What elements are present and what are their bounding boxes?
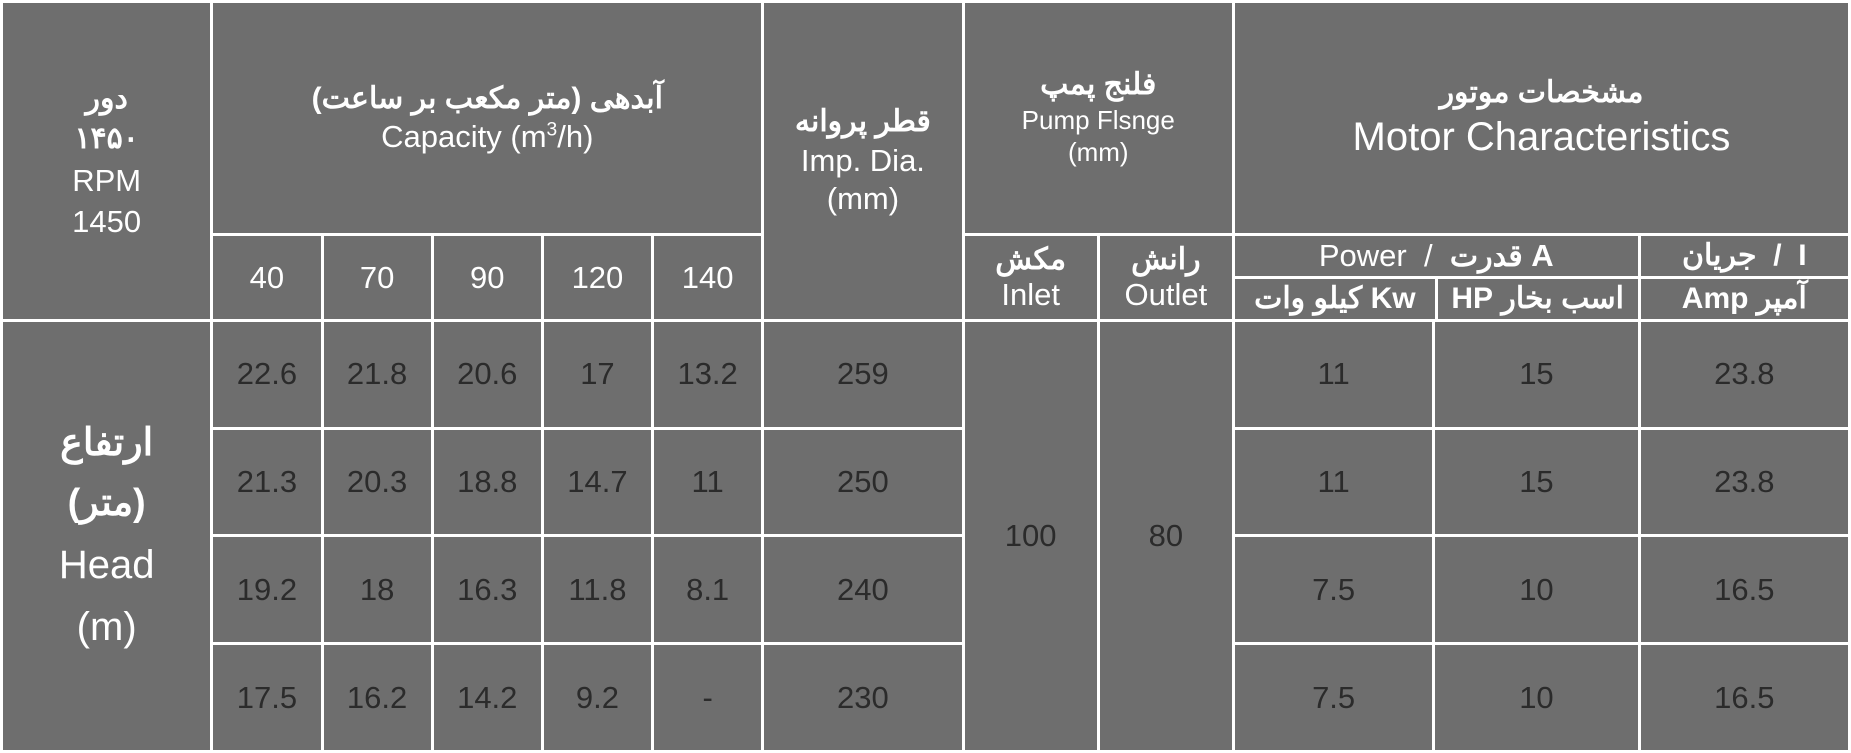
capacity-en-label: Capacity $(m^3/h)$ [381,119,594,155]
header-motor-characteristics [1233,2,1849,235]
capacity-col-120: 120 [542,235,652,321]
table-cell-capacity: 19.2 [212,536,322,644]
table-cell-inlet: 100 [963,320,1098,751]
capacity-col-70: 70 [322,235,432,321]
table-cell-power-kw: 7.5 [1233,644,1433,752]
table-cell-power-kw: 11 [1233,428,1433,536]
table-cell-power-hp: 15 [1434,428,1639,536]
header-flange-outlet [1098,235,1233,321]
impeller-fa-label: قطر پروانه [794,105,931,139]
capacity-fa-label: آبدهی (متر مکعب بر ساعت) [311,81,663,115]
table-cell-capacity: 17.5 [212,644,322,752]
header-current-amp: آمپر Amp [1681,281,1807,315]
table-cell-power-hp: 10 [1434,536,1639,644]
table-cell-capacity: 21.8 [322,320,432,428]
flange-en-label: Pump Flsnge [1021,104,1175,135]
head-fa-1: ارتفاع [60,422,154,465]
header-power-group [1233,235,1639,321]
table-cell-capacity: 20.3 [322,428,432,536]
table-cell-amp: 16.5 [1639,536,1849,644]
table-cell-capacity: 8.1 [653,536,763,644]
header-impeller-diameter [763,2,963,321]
capacity-col-40: 40 [212,235,322,321]
table-cell-imp-dia: 230 [763,644,963,752]
head-fa-2: (متر) [67,481,146,524]
rpm-en-value: 1450 [72,204,142,240]
header-power-kw: Kw کیلو وات [1235,279,1438,319]
table-cell-capacity: 9.2 [542,644,652,752]
table-cell-capacity: 16.3 [432,536,542,644]
table-cell-imp-dia: 250 [763,428,963,536]
table-cell-capacity: 22.6 [212,320,322,428]
flange-fa-label: فلنج پمپ [1040,68,1157,102]
impeller-unit: (mm) [826,181,900,217]
flange-inlet-fa: مکش [995,242,1067,276]
flange-outlet-en: Outlet [1124,277,1208,313]
header-capacity [212,2,763,235]
table-cell-power-hp: 15 [1434,320,1639,428]
table-cell-capacity: 18 [322,536,432,644]
table-cell-power-hp: 10 [1434,644,1639,752]
table-cell-amp: 23.8 [1639,320,1849,428]
table-cell-capacity: 16.2 [322,644,432,752]
header-current-group [1639,235,1849,321]
flange-inlet-en: Inlet [1001,277,1060,313]
table-cell-capacity: 11 [653,428,763,536]
table-cell-capacity: 20.6 [432,320,542,428]
table-cell-capacity: 14.2 [432,644,542,752]
head-en-2: (m) [76,604,137,649]
table-cell-capacity: 14.7 [542,428,652,536]
flange-unit: (mm) [1067,137,1129,168]
header-head [2,320,212,751]
capacity-col-90: 90 [432,235,542,321]
table-cell-amp: 23.8 [1639,428,1849,536]
head-en-1: Head [58,542,155,587]
header-power-hp: اسب بخار HP [1451,281,1624,315]
rpm-fa-value: ۱۴۵۰ [74,122,139,156]
table-cell-power-kw: 11 [1233,320,1433,428]
table-cell-capacity: 11.8 [542,536,652,644]
motor-en-label: Motor Characteristics [1352,114,1731,159]
flange-outlet-fa: رانش [1131,242,1201,276]
table-cell-capacity: 13.2 [653,320,763,428]
motor-fa-label: مشخصات موتور [1439,76,1644,110]
table-cell-capacity: 17 [542,320,652,428]
capacity-col-140: 140 [653,235,763,321]
table-cell-capacity: - [653,644,763,752]
header-flange-inlet [963,235,1098,321]
table-cell-imp-dia: 240 [763,536,963,644]
table-cell-power-kw: 7.5 [1233,536,1433,644]
header-pump-flange [963,2,1233,235]
header-current-title: I / جریان [1641,236,1848,279]
table-cell-amp: 16.5 [1639,644,1849,752]
table-cell-capacity: 21.3 [212,428,322,536]
table-cell-outlet: 80 [1098,320,1233,751]
rpm-fa-label: دور [85,81,128,115]
impeller-en-label: Imp. Dia. [800,142,925,178]
table-cell-capacity: 18.8 [432,428,542,536]
header-power-title: Power / قدرت A [1235,236,1638,279]
header-rpm [2,2,212,321]
rpm-en-label: RPM [72,162,142,198]
table-cell-imp-dia: 259 [763,320,963,428]
